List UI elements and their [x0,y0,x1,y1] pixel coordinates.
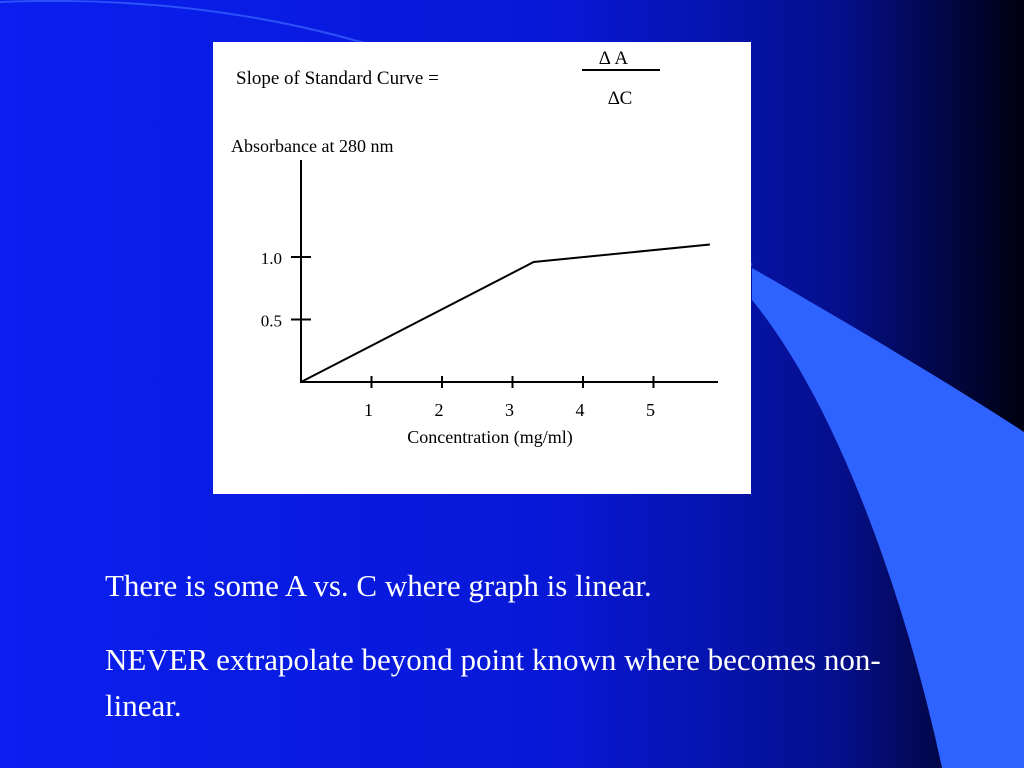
y-tick-label-1.0: 1.0 [260,249,282,268]
bullet-extrapolation-warning: NEVER extrapolate beyond point known where becomes non-linear. [105,642,881,723]
y-axis-label: Absorbance at 280 nm [231,136,394,156]
series-line-0 [301,245,710,383]
chart-panel [213,42,751,494]
y-tick-label-0.5: 0.5 [260,311,282,331]
slope-formula-label: Slope of Standard Curve = [236,68,439,89]
x-axis-label: Concentration (mg/ml) [407,427,573,447]
chart-marks [261,245,710,421]
bullet-linear-statement: There is some A vs. C where graph is linear. [105,568,652,603]
x-tick-label-2: 2 [434,400,444,420]
formula-numerator: ∆ A [599,48,629,69]
formula-denominator: ∆C [608,88,633,109]
x-tick-label-5: 5 [646,400,655,420]
x-tick-label-3: 3 [505,400,514,420]
x-tick-label-1: 1 [364,400,373,420]
standard-curve-chart [213,42,751,494]
x-tick-label-4: 4 [575,400,585,420]
